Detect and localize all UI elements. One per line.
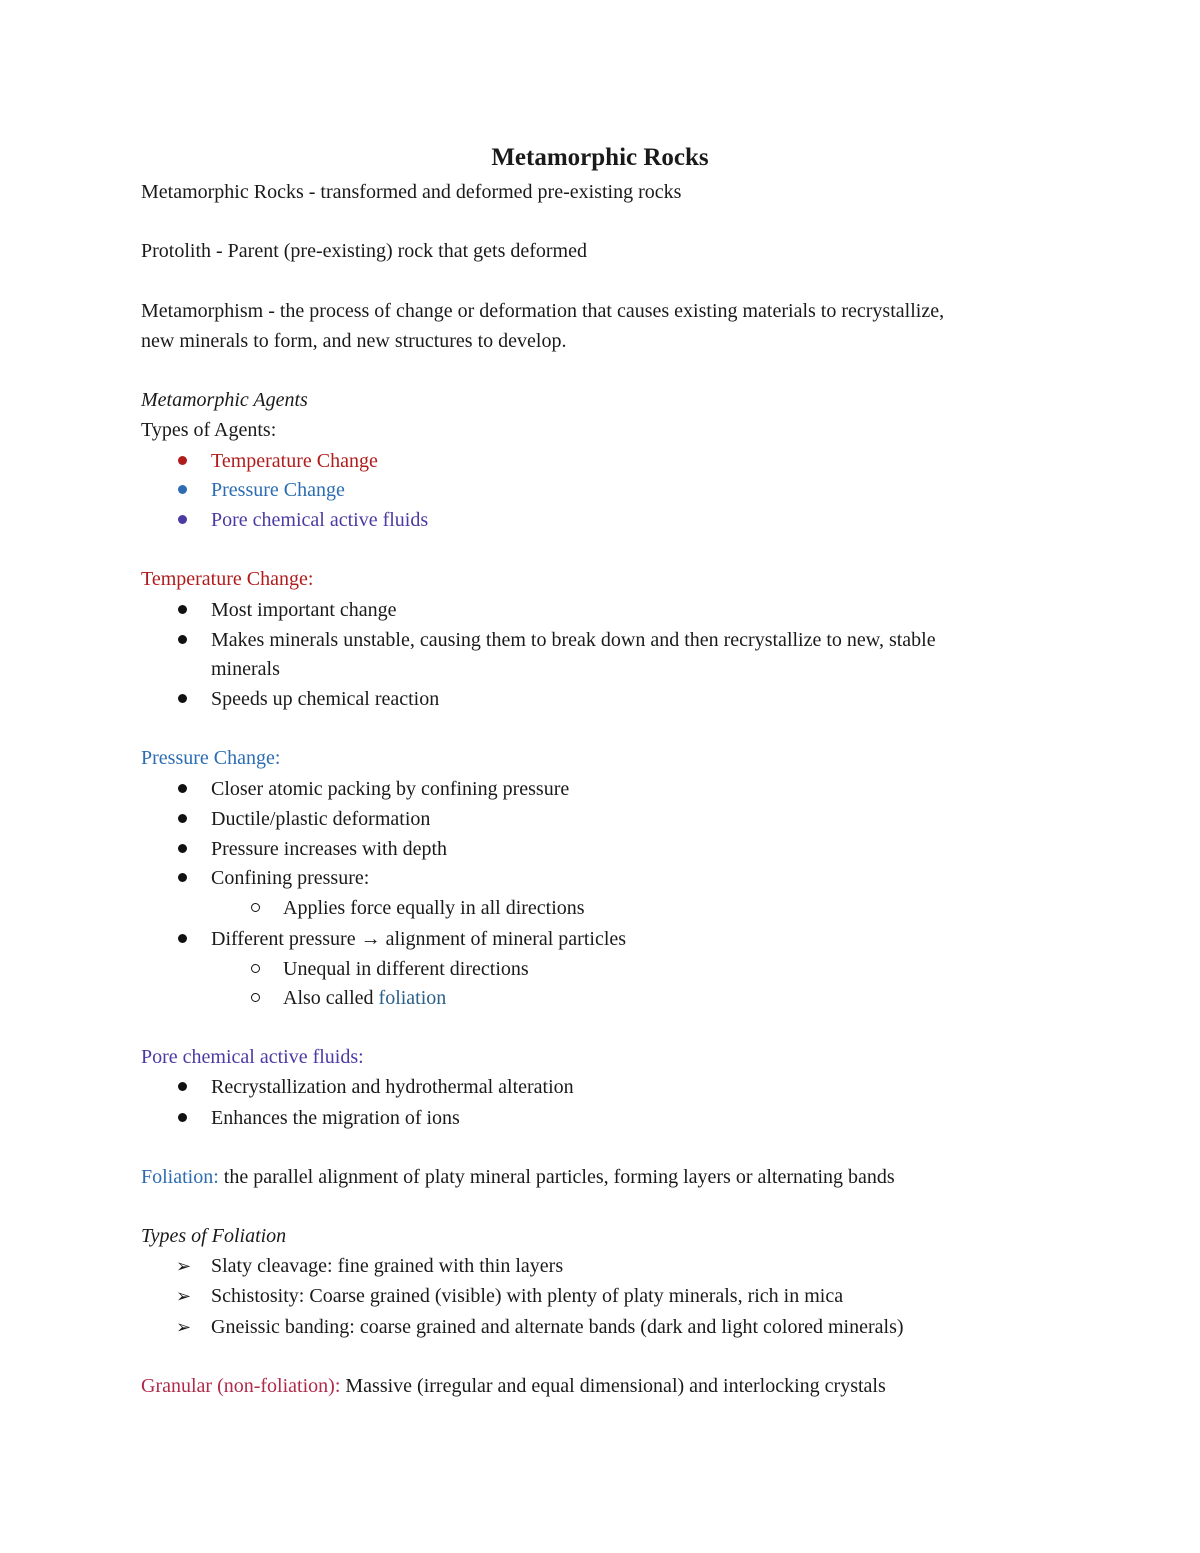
bullet-icon xyxy=(176,1103,188,1133)
agent-item-pressure: Pressure Change xyxy=(211,479,345,501)
granular-definition xyxy=(141,1371,886,1401)
pressure-item: Pressure increases with depth xyxy=(211,838,448,860)
agents-types-label: Types of Agents: xyxy=(141,419,277,441)
bullet-icon xyxy=(176,446,188,476)
definition-metamorphism-line-2: new minerals to form, and new structures to develop. xyxy=(141,330,567,352)
definition-metamorphism-line-1: Metamorphism - the process of change or deformation that causes existing materials to recrystallize, xyxy=(141,300,945,322)
arrow-bullet-icon: ➢ xyxy=(176,1317,192,1338)
page-title: Metamorphic Rocks xyxy=(491,144,709,171)
sub-bullet-icon xyxy=(249,954,261,984)
temperature-heading: Temperature Change: xyxy=(141,568,314,590)
pressure-item: Closer atomic packing by confining pressure xyxy=(211,778,570,800)
granular-term: Granular (non-foliation): xyxy=(141,1375,341,1397)
definition-protolith: Protolith - Parent (pre-existing) rock that gets deformed xyxy=(141,240,587,262)
granular-definition-text: Massive (irregular and equal dimensional) and interlocking crystals xyxy=(340,1375,886,1397)
arrow-bullet-icon: ➢ xyxy=(176,1286,192,1307)
fluids-item: Recrystallization and hydrothermal alteration xyxy=(211,1076,574,1098)
temperature-item: Speeds up chemical reaction xyxy=(211,688,440,710)
foliation-type-item: Schistosity: Coarse grained (visible) with plenty of platy minerals, rich in mica xyxy=(211,1285,844,1307)
bullet-icon xyxy=(176,475,188,505)
bullet-icon xyxy=(176,804,188,834)
foliation-term: Foliation: xyxy=(141,1166,219,1188)
agent-item-temperature: Temperature Change xyxy=(211,450,378,472)
arrow-bullet-icon: ➢ xyxy=(176,1256,192,1277)
pressure-sub-item-foliation xyxy=(283,983,446,1013)
foliation-types-heading: Types of Foliation xyxy=(141,1225,287,1247)
foliation-definition xyxy=(141,1162,895,1192)
fluids-item: Enhances the migration of ions xyxy=(211,1107,460,1129)
temperature-item-continuation: minerals xyxy=(211,658,280,680)
foliation-type-item: Gneissic banding: coarse grained and alternate bands (dark and light colored minerals) xyxy=(211,1316,904,1338)
bullet-icon xyxy=(176,684,188,714)
sub-bullet-icon xyxy=(249,893,261,923)
temperature-item: Most important change xyxy=(211,599,397,621)
pressure-item: Different pressure → alignment of mineral particles xyxy=(211,928,627,950)
bullet-icon xyxy=(176,505,188,535)
foliation-type-item: Slaty cleavage: fine grained with thin layers xyxy=(211,1255,564,1277)
foliation-definition-text: the parallel alignment of platy mineral particles, forming layers or alternating bands xyxy=(218,1166,895,1188)
bullet-icon xyxy=(176,863,188,893)
bullet-icon xyxy=(176,924,188,954)
bullet-icon xyxy=(176,834,188,864)
pressure-heading: Pressure Change: xyxy=(141,747,281,769)
foliation-link-text: foliation xyxy=(378,987,447,1009)
temperature-item: Makes minerals unstable, causing them to break down and then recrystallize to new, stable xyxy=(211,629,936,651)
agent-item-fluids: Pore chemical active fluids xyxy=(211,509,429,531)
pressure-sub-item: Unequal in different directions xyxy=(283,958,529,980)
agents-heading: Metamorphic Agents xyxy=(141,389,308,411)
bullet-icon xyxy=(176,625,188,655)
bullet-icon xyxy=(176,774,188,804)
pressure-item: Confining pressure: xyxy=(211,867,370,889)
sub-bullet-icon xyxy=(249,983,261,1013)
definition-metamorphic-rocks: Metamorphic Rocks - transformed and deformed pre-existing rocks xyxy=(141,181,682,203)
pressure-item: Ductile/plastic deformation xyxy=(211,808,431,830)
also-called-text: Also called xyxy=(283,987,379,1009)
pressure-sub-item: Applies force equally in all directions xyxy=(283,897,585,919)
bullet-icon xyxy=(176,595,188,625)
fluids-heading: Pore chemical active fluids: xyxy=(141,1046,364,1068)
bullet-icon xyxy=(176,1072,188,1102)
